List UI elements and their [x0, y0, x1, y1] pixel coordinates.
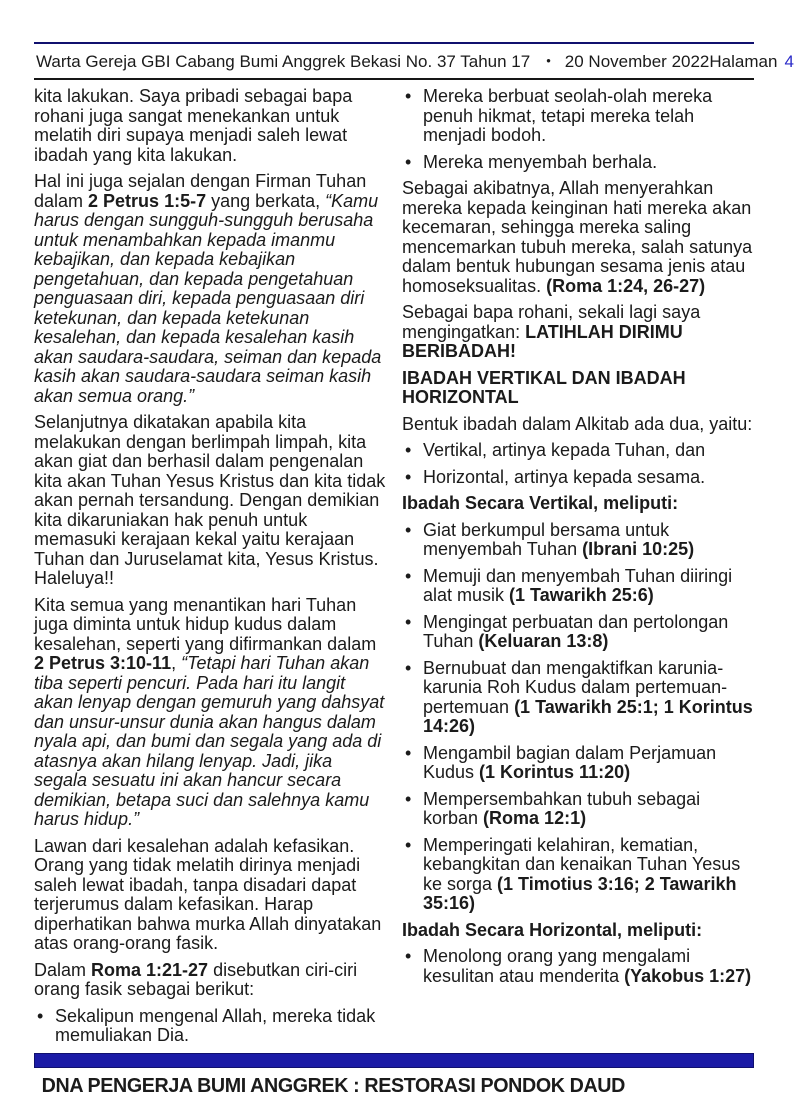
page-number-label: Halaman [709, 52, 778, 71]
column-left [34, 87, 386, 1053]
bullet-text: Vertikal, artinya kepada Tuhan, dan [423, 440, 706, 461]
page-footer [34, 1053, 754, 1101]
bullet-marker-icon: • [405, 466, 412, 487]
bullet-marker-icon: • [405, 946, 412, 967]
paragraph: Sebagai akibatnya, Allah menyerahkan mereka kepada keinginan hati mereka akan kecemaran, sehingga mereka saling mencemarkan tubuh mereka, salah satunya dalam bentuk hubungan sesama jenis atau homoseksualitas. (Roma 1:24, 26-27) [402, 178, 753, 296]
bullet-marker-icon: • [405, 611, 412, 632]
paragraph: Hal ini juga sejalan dengan Firman Tuhan dalam 2 Petrus 1:5-7 yang berkata, “Kamu harus dengan sungguh-sungguh berusaha untuk menambahkan kepada imanmu kebajikan, dan kepada kebajikan pengetahuan, dan kepada pengetahuan penguasaan diri, kepada penguasaan diri ketekunan, dan kepada ketekunan kesalehan, dan kepada kesalehan kasih akan saudara-saudara, seiman dan kepada kasih akan saudara-saudara seiman kasih akan semua orang.” [34, 171, 382, 406]
bullet-text: Giat berkumpul bersama untuk menyembah Tuhan (Ibrani 10:25) [423, 519, 695, 560]
section-heading: Ibadah Secara Vertikal, meliputi: [402, 493, 679, 514]
bullet-text: Memperingati kelahiran, kematian, kebangkitan dan kenaikan Tuhan Yesus ke sorga (1 Timotius 3:16; 2 Tawarikh 35:16) [423, 834, 741, 914]
bullet-item [402, 567, 754, 606]
paragraph: Lawan dari kesalehan adalah kefasikan. Orang yang tidak melatih dirinya menjadi saleh lewat ibadah, tanpa disadari dapat terjerumus dalam kefasikan. Harap diperhatikan bahwa murka Allah dinyatakan atas orang-orang fasik. [34, 835, 382, 954]
paragraph: Bentuk ibadah dalam Alkitab ada dua, yaitu: [402, 413, 753, 434]
masthead-title: Warta Gereja GBI Cabang Bumi Anggrek Bekasi No. 37 Tahun 17 [36, 52, 531, 71]
bullet-text: Mengingat perbuatan dan pertolongan Tuhan (Keluaran 13:8) [423, 611, 729, 652]
bullet-item [34, 1007, 386, 1046]
bullet-marker-icon: • [405, 788, 412, 809]
bullet-text: Memuji dan menyembah Tuhan diiringi alat musik (1 Tawarikh 25:6) [423, 565, 733, 606]
bullet-item [402, 790, 754, 829]
paragraph: Dalam Roma 1:21-27 disebutkan ciri-ciri orang fasik sebagai berikut: [34, 959, 358, 1000]
section-heading: Ibadah Secara Horizontal, meliputi: [402, 919, 703, 940]
bullet-text: Menolong orang yang mengalami kesulitan atau menderita (Yakobus 1:27) [423, 946, 752, 986]
page-header [34, 44, 794, 80]
article-body [34, 80, 754, 1053]
bullet-item [402, 521, 754, 560]
bullet-marker-icon: • [405, 440, 412, 461]
bullet-item [402, 468, 754, 488]
paragraph: kita lakukan. Saya pribadi sebagai bapa rohani juga sangat menekankan untuk melatih diri supaya menjadi saleh lewat ibadah yang kita lakukan. [34, 86, 353, 165]
section-heading: IBADAH VERTIKAL DAN IBADAH HORIZONTAL [402, 367, 686, 408]
bullet-text: Mereka berbuat seolah-olah mereka penuh hikmat, tetapi mereka telah menjadi bodoh. [423, 86, 713, 146]
column-right [402, 87, 754, 1053]
footer-slogan: DNA PENGERJA BUMI ANGGREK : RESTORASI PONDOK DAUD [41, 1073, 625, 1097]
bottom-accent-bar [34, 1053, 754, 1068]
bullet-text: Sekalipun mengenal Allah, mereka tidak memuliakan Dia. [55, 1005, 376, 1046]
page-number: 4 [784, 52, 794, 71]
bullet-text: Mengambil bagian dalam Perjamuan Kudus (1 Korintus 11:20) [423, 742, 717, 783]
issue-date: 20 November 2022 [564, 52, 710, 71]
bullet-marker-icon: • [37, 1005, 44, 1026]
paragraph: Kita semua yang menantikan hari Tuhan juga diminta untuk hidup kudus dalam kesalehan, seperti yang difirmankan dalam 2 Petrus 3:10-11, “Tetapi hari Tuhan akan tiba seperti pencuri. Pada hari itu langit akan lenyap dengan gemuruh yang dahsyat dan unsur-unsur dunia akan hangus dalam nyala api, dan bumi dan segala yang ada di atasnya akan hilang lenyap. Jadi, jika segala sesuatu ini akan hancur secara demikian, betapa suci dan salehnya kamu harus hidup.” [34, 594, 385, 830]
bullet-separator-icon: • [546, 53, 551, 68]
bullet-marker-icon: • [405, 86, 412, 107]
bullet-item [402, 153, 754, 173]
bullet-item [402, 744, 754, 783]
bullet-item [402, 947, 754, 986]
bullet-marker-icon: • [405, 834, 412, 855]
bullet-text: Mereka menyembah berhala. [423, 151, 658, 172]
bullet-marker-icon: • [405, 565, 412, 586]
bullet-marker-icon: • [405, 657, 412, 678]
bullet-item [402, 613, 754, 652]
bullet-text: Horizontal, artinya kepada sesama. [423, 466, 706, 487]
bullet-item [402, 836, 754, 914]
bullet-text: Mempersembahkan tubuh sebagai korban (Roma 12:1) [423, 788, 701, 829]
bullet-item [402, 659, 754, 737]
newsletter-masthead [36, 52, 709, 72]
page-number-block [709, 52, 794, 72]
paragraph: Sebagai bapa rohani, sekali lagi saya mengingatkan: LATIHLAH DIRIMU BERIBADAH! [402, 302, 701, 362]
bullet-item [402, 87, 754, 146]
paragraph: Selanjutnya dikatakan apabila kita melakukan dengan berlimpah limpah, kita akan giat dan berhasil dalam pengenalan kita akan Tuhan Yesus Kristus dan kita tidak akan pernah tersandung. Dengan demikian kita dikaruniakan hak penuh untuk memasuki kerajaan kekal yaitu kerajaan Tuhan dan Juruselamat kita, Yesus Kristus. Haleluya!! [34, 412, 386, 589]
bullet-marker-icon: • [405, 151, 412, 172]
bullet-marker-icon: • [405, 519, 412, 540]
bullet-item [402, 441, 754, 461]
bullet-text: Bernubuat dan mengaktifkan karunia-karunia Roh Kudus dalam pertemuan-pertemuan (1 Tawarikh 25:1; 1 Korintus 14:26) [423, 657, 753, 737]
bullet-marker-icon: • [405, 742, 412, 763]
